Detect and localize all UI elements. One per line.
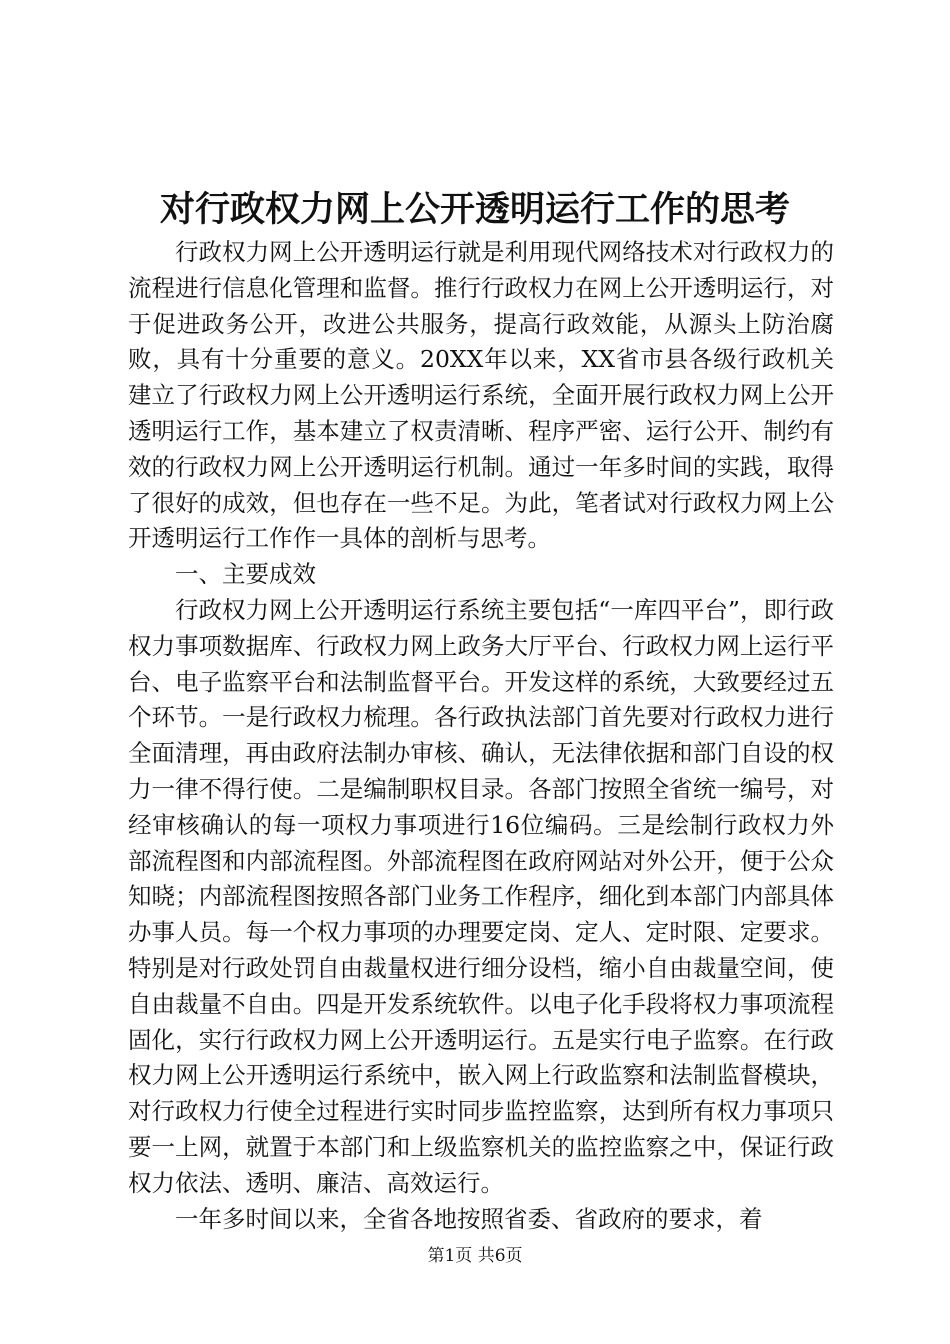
paragraph-achievements: 行政权力网上公开透明运行系统主要包括“一库四平台”，即行政权力事项数据库、行政权力网上政务大厅平台、行政权力网上运行平台、电子监察平台和法制监督平台。开发这样的系统，大致要经过五个环节。一是行政权力梳理。各行政执法部门首先要对行政权力进行全面清理，再由政府法制办审核、确认，无法律依据和部门自设的权力一律不得行使。二是编制职权目录。各部门按照全省统一编号，对经审核确认的每一项权力事项进行16位编码。三是绘制行政权力外部流程图和内部流程图。外部流程图在政府网站对外公开，便于公众知晓；内部流程图按照各部门业务工作程序，细化到本部门内部具体办事人员。每一个权力事项的办理要定岗、定人、定时限、定要求。特别是对行政处罚自由裁量权进行细分设档，缩小自由裁量空间，使自由裁量不自由。四是开发系统软件。以电子化手段将权力事项流程固化，实行行政权力网上公开透明运行。五是实行电子监察。在行政权力网上公开透明运行系统中，嵌入网上行政监察和法制监督模块，对行政权力行使全过程进行实时同步监控监察，达到所有权力事项只要一上网，就置于本部门和上级监察机关的监控监察之中，保证行政权力依法、透明、廉洁、高效运行。 [128,595,834,1197]
section-heading: 一、主要成效 [175,560,316,589]
paragraph-intro: 行政权力网上公开透明运行就是利用现代网络技术对行政权力的流程进行信息化管理和监督。推行行政权力在网上公开透明运行，对于促进政务公开，改进公共服务，提高行政效能，从源头上防治腐败，具有十分重要的意义。20XX年以来，XX省市县各级行政机关建立了行政权力网上公开透明运行系统，全面开展行政权力网上公开透明运行工作，基本建立了权责清晰、程序严密、运行公开、制约有效的行政权力网上公开透明运行机制。通过一年多时间的实践，取得了很好的成效，但也存在一些不足。为此，笔者试对行政权力网上公开透明运行工作作一具体的剖析与思考。 [128,238,834,553]
document-title: 对行政权力网上公开透明运行工作的思考 [159,189,790,230]
paragraph-continued: 一年多时间以来，全省各地按照省委、省政府的要求，着 [175,1204,763,1233]
page-footer: 第1页 共6页 [427,1246,523,1266]
document-body [128,235,834,1237]
